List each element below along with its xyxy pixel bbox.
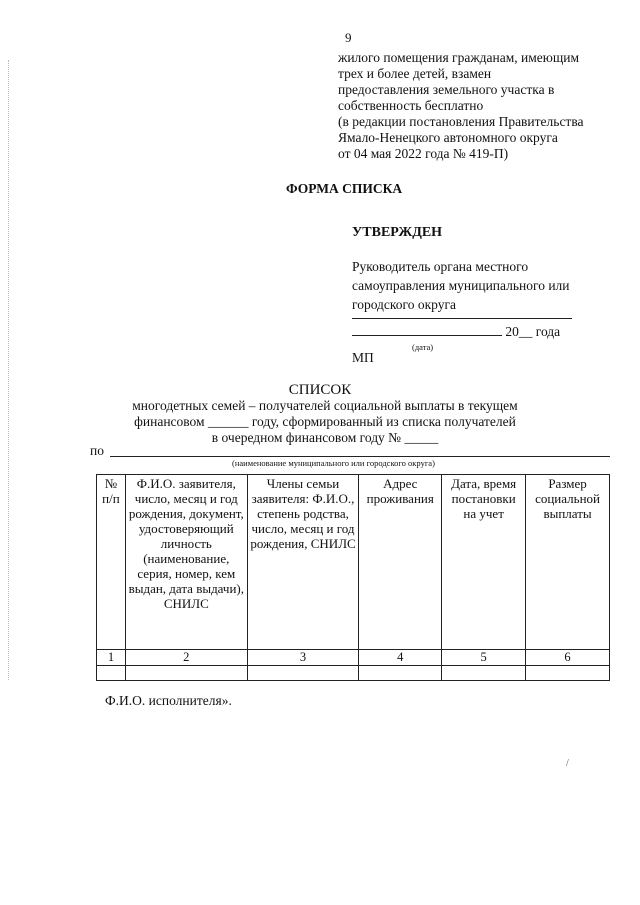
table-cell	[359, 666, 442, 681]
header-line: (в редакции постановления Правительства	[338, 114, 584, 129]
table-cell	[247, 666, 359, 681]
approver-block	[352, 257, 622, 314]
list-subtitle	[90, 398, 560, 446]
column-header: Дата, время постановки на учет	[442, 475, 526, 650]
header-note	[338, 50, 628, 162]
column-header: № п/п	[97, 475, 126, 650]
list-subtitle-line: многодетных семей – получателей социальной выплаты в текущем	[132, 398, 518, 413]
column-header: Размер социальной выплаты	[526, 475, 610, 650]
form-title: ФОРМА СПИСКА	[286, 181, 403, 196]
column-header: Члены семьи заявителя: Ф.И.О., степень родства, число, месяц и год рождения, СНИЛС	[247, 475, 359, 650]
list-subtitle-line: в очередном финансовом году № _____	[211, 430, 439, 445]
approver-line: самоуправления муниципального или	[352, 278, 570, 293]
approver-line: Руководитель органа местного	[352, 259, 529, 274]
table-cell	[526, 666, 610, 681]
header-line: предоставления земельного участка в	[338, 82, 555, 97]
column-header: Адрес проживания	[359, 475, 442, 650]
date-blank-line	[352, 323, 502, 336]
header-line: от 04 мая 2022 года № 419-П)	[338, 146, 509, 161]
municipality-caption: (наименование муниципального или городского округа)	[232, 458, 435, 468]
table-cell	[97, 666, 126, 681]
page-number: 9	[345, 30, 352, 45]
table-row	[97, 666, 610, 681]
column-header: Ф.И.О. заявителя, число, месяц и год рождения, документ, удостоверяющий личность (наименование, серия, номер, кем выдан, дата выдачи), СНИЛС	[125, 475, 247, 650]
column-number: 5	[442, 650, 526, 666]
header-line: собственность бесплатно	[338, 98, 484, 113]
seal-label: МП	[352, 350, 374, 365]
recipients-table	[96, 474, 610, 681]
column-number: 1	[97, 650, 126, 666]
list-subtitle-line: финансовом ______ году, сформированный из списка получателей	[134, 414, 516, 429]
approver-line: городского округа	[352, 297, 457, 312]
date-text: 20__ года	[505, 324, 561, 339]
column-number: 6	[526, 650, 610, 666]
column-number: 3	[247, 650, 359, 666]
table-cell	[442, 666, 526, 681]
binding-margin	[8, 60, 10, 680]
approved-heading: УТВЕРЖДЕН	[352, 225, 443, 240]
table-header-row	[97, 475, 610, 650]
municipality-line	[110, 456, 610, 457]
column-number: 2	[125, 650, 247, 666]
column-number: 4	[359, 650, 442, 666]
header-line: трех и более детей, взамен	[338, 66, 492, 81]
list-title: СПИСОК	[288, 382, 352, 398]
date-caption: (дата)	[412, 342, 434, 352]
corner-mark: /	[566, 758, 569, 769]
table-cell	[125, 666, 247, 681]
date-row	[352, 323, 560, 340]
table-number-row	[97, 650, 610, 666]
header-line: жилого помещения гражданам, имеющим	[338, 50, 580, 65]
header-line: Ямало-Ненецкого автономного округа	[338, 130, 558, 145]
po-label: по	[90, 443, 104, 458]
executor-label: Ф.И.О. исполнителя».	[105, 693, 232, 708]
signature-line	[352, 318, 572, 319]
